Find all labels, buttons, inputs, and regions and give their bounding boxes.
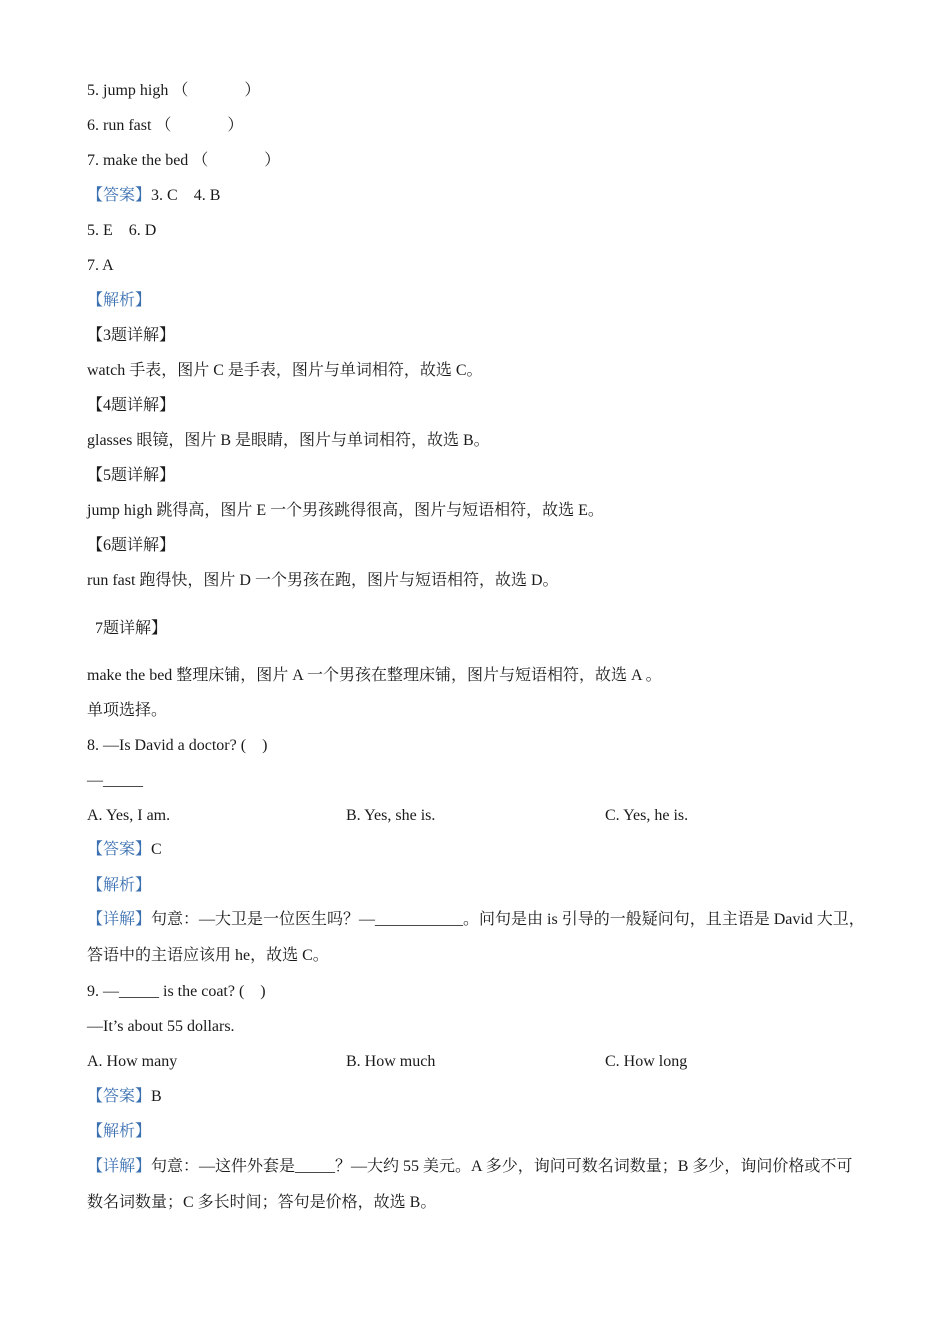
detail-heading-4: 【4题详解】 xyxy=(87,397,176,414)
q9-explain-text: 句意：—这件外套是_____？—大约 55 美元。A 多少，询问可数名词数量；B 多少，询问价格或不可数名词数量；C 多长时间；答句是价格，故选 B。 xyxy=(87,1158,853,1211)
analysis-heading xyxy=(87,291,151,311)
q9-answer-text: B xyxy=(151,1088,162,1105)
item-6-run-fast: 6. run fast （ ） xyxy=(87,117,244,134)
question-9-response: —It’s about 55 dollars. xyxy=(87,1018,235,1035)
q8-analysis-heading xyxy=(87,876,151,896)
q8-explain-tag: 【详解】 xyxy=(87,911,152,928)
q8-answer-tag: 【答案】 xyxy=(87,841,152,858)
q9-option-b: B. How much xyxy=(346,1053,436,1070)
detail-heading-7: 7题详解】 xyxy=(87,620,168,637)
q9-option-c: C. How long xyxy=(605,1053,688,1070)
q9-explain-tag: 【详解】 xyxy=(87,1158,152,1175)
q9-answer-tag: 【答案】 xyxy=(87,1088,152,1105)
q8-explanation xyxy=(87,902,867,974)
item-5-jump-high: 5. jump high （ ） xyxy=(87,82,261,99)
q8-answer-text: C xyxy=(151,841,162,858)
q8-option-b: B. Yes, she is. xyxy=(346,807,436,824)
q8-explain-text: 句意：—大卫是一位医生吗？—___________。问句是由 is 引导的一般疑问句，且主语是 David 大卫，答语中的主语应该用 he，故选 C。 xyxy=(87,911,865,964)
detail-text-5: jump high 跳得高，图片 E 一个男孩跳得很高，图片与短语相符，故选 E。 xyxy=(87,502,604,519)
q9-answer-line xyxy=(87,1087,162,1107)
q9-explanation xyxy=(87,1149,867,1221)
detail-text-4: glasses 眼镜，图片 B 是眼睛，图片与单词相符，故选 B。 xyxy=(87,432,490,449)
answer-line-3: 7. A xyxy=(87,257,114,274)
q8-option-a: A. Yes, I am. xyxy=(87,807,171,824)
detail-text-6: run fast 跑得快，图片 D 一个男孩在跑，图片与短语相符，故选 D。 xyxy=(87,572,559,589)
analysis-tag: 【解析】 xyxy=(87,292,152,309)
answer-line-2: 5. E 6. D xyxy=(87,222,157,239)
detail-heading-6: 【6题详解】 xyxy=(87,537,176,554)
item-7-make-the-bed: 7. make the bed （ ） xyxy=(87,152,281,169)
q8-answer-line xyxy=(87,840,162,860)
q8-analysis-tag: 【解析】 xyxy=(87,877,152,894)
q8-option-c: C. Yes, he is. xyxy=(605,807,689,824)
question-8: 8. —Is David a doctor? ( ) xyxy=(87,737,268,754)
detail-text-7: make the bed 整理床铺，图片 A 一个男孩在整理床铺，图片与短语相符，故选 A 。 xyxy=(87,667,662,684)
detail-text-3: watch 手表，图片 C 是手表，图片与单词相符，故选 C。 xyxy=(87,362,483,379)
q9-option-a: A. How many xyxy=(87,1053,178,1070)
section-heading-single-choice: 单项选择。 xyxy=(87,702,168,719)
detail-heading-3: 【3题详解】 xyxy=(87,327,176,344)
question-8-response-blank: —_____ xyxy=(87,772,143,789)
q9-analysis-heading xyxy=(87,1122,151,1142)
answer-tag: 【答案】 xyxy=(87,187,152,204)
detail-heading-5: 【5题详解】 xyxy=(87,467,176,484)
question-9: 9. —_____ is the coat? ( ) xyxy=(87,983,266,1000)
answer-line xyxy=(87,186,220,206)
q9-analysis-tag: 【解析】 xyxy=(87,1123,152,1140)
answer-text: 3. C 4. B xyxy=(151,187,221,204)
